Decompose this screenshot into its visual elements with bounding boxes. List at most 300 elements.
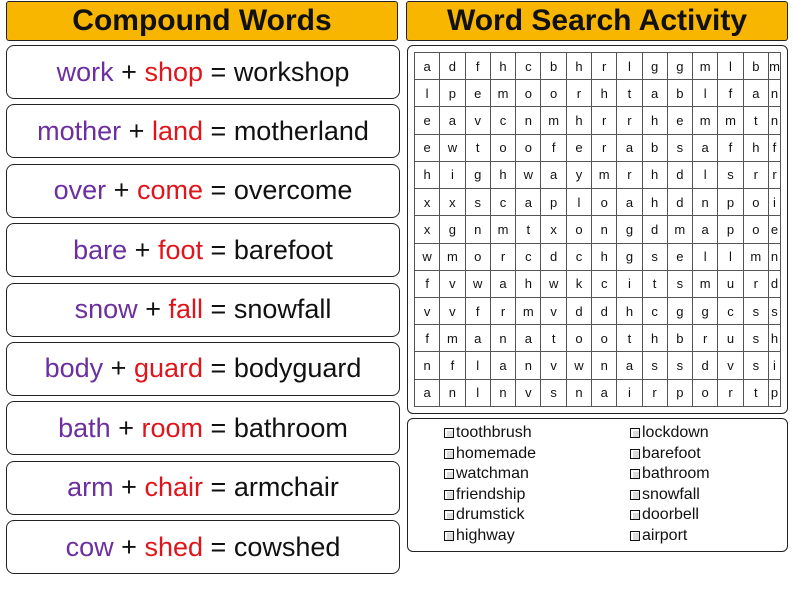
grid-row <box>415 53 781 80</box>
compound-first-word: snow <box>74 294 138 325</box>
checkbox-icon[interactable] <box>630 510 640 520</box>
grid-cell[interactable]: v <box>415 297 440 324</box>
equals-sign: = <box>210 531 227 562</box>
plus-sign: + <box>121 56 137 87</box>
compound-second-word: room <box>141 412 203 443</box>
compound-word-row <box>6 461 400 515</box>
grid-cell[interactable]: d <box>541 243 566 270</box>
compound-second-word: fall <box>168 294 203 325</box>
compound-result-word: cowshed <box>233 531 341 562</box>
grid-cell[interactable]: s <box>667 270 692 297</box>
checkbox-icon[interactable] <box>444 490 454 500</box>
grid-cell[interactable]: a <box>693 134 718 161</box>
grid-cell[interactable]: g <box>465 161 490 188</box>
grid-cell[interactable]: o <box>566 325 591 352</box>
grid-cell[interactable]: h <box>566 107 591 134</box>
compound-words-list <box>6 45 400 580</box>
grid-cell[interactable]: r <box>490 243 515 270</box>
word-list-item <box>444 444 536 465</box>
grid-cell[interactable]: i <box>617 379 642 406</box>
grid-cell[interactable]: n <box>415 352 440 379</box>
grid-cell[interactable]: v <box>541 297 566 324</box>
grid-cell[interactable]: o <box>743 216 768 243</box>
word-list-column-1 <box>444 423 536 546</box>
grid-cell[interactable]: h <box>642 161 667 188</box>
compound-second-word: guard <box>133 353 203 384</box>
checkbox-icon[interactable] <box>444 428 454 438</box>
grid-cell[interactable]: s <box>465 189 490 216</box>
grid-cell[interactable]: n <box>465 216 490 243</box>
grid-cell[interactable]: n <box>566 379 591 406</box>
grid-row <box>415 297 781 324</box>
grid-cell[interactable]: i <box>768 352 780 379</box>
grid-cell[interactable]: o <box>516 134 541 161</box>
grid-cell[interactable]: a <box>642 80 667 107</box>
equals-sign: = <box>210 56 227 87</box>
grid-cell[interactable]: r <box>743 161 768 188</box>
grid-cell[interactable]: v <box>516 379 541 406</box>
plus-sign: + <box>145 294 161 325</box>
grid-cell[interactable]: n <box>490 325 515 352</box>
grid-cell[interactable]: x <box>440 189 465 216</box>
grid-cell[interactable]: l <box>465 379 490 406</box>
word-list-item <box>630 505 710 526</box>
grid-cell[interactable]: r <box>642 379 667 406</box>
compound-word-row <box>6 520 400 574</box>
grid-cell[interactable]: x <box>541 216 566 243</box>
grid-cell[interactable]: d <box>566 297 591 324</box>
grid-cell[interactable]: d <box>592 297 617 324</box>
grid-cell[interactable]: w <box>541 270 566 297</box>
grid-cell[interactable]: m <box>440 243 465 270</box>
word-list-label: watchman <box>456 465 529 483</box>
grid-cell[interactable]: w <box>516 161 541 188</box>
grid-cell[interactable]: f <box>465 53 490 80</box>
grid-cell[interactable]: a <box>541 161 566 188</box>
word-list-label: airport <box>642 526 688 544</box>
grid-cell[interactable]: t <box>743 379 768 406</box>
checkbox-icon[interactable] <box>630 449 640 459</box>
compound-second-word: chair <box>144 472 203 503</box>
grid-cell[interactable]: r <box>718 379 743 406</box>
grid-cell[interactable]: x <box>415 189 440 216</box>
grid-cell[interactable]: m <box>490 80 515 107</box>
grid-cell[interactable]: p <box>440 80 465 107</box>
grid-cell[interactable]: c <box>516 53 541 80</box>
grid-cell[interactable]: a <box>490 352 515 379</box>
grid-cell[interactable]: e <box>667 107 692 134</box>
grid-cell[interactable]: r <box>592 134 617 161</box>
grid-cell[interactable]: g <box>617 216 642 243</box>
grid-cell[interactable]: i <box>440 161 465 188</box>
grid-cell[interactable]: u <box>718 325 743 352</box>
grid-cell[interactable]: f <box>415 325 440 352</box>
grid-cell[interactable]: a <box>743 80 768 107</box>
compound-second-word: land <box>151 115 203 146</box>
grid-cell[interactable]: r <box>768 161 780 188</box>
grid-cell[interactable]: m <box>693 53 718 80</box>
grid-cell[interactable]: c <box>516 243 541 270</box>
grid-cell[interactable]: o <box>516 80 541 107</box>
grid-cell[interactable]: e <box>566 134 591 161</box>
grid-cell[interactable]: o <box>490 134 515 161</box>
compound-second-word: come <box>136 175 203 206</box>
word-list-label: snowfall <box>642 485 700 503</box>
grid-cell[interactable]: l <box>718 243 743 270</box>
compound-second-word: foot <box>157 234 203 265</box>
grid-row <box>415 216 781 243</box>
word-list-item <box>444 485 536 506</box>
grid-cell[interactable]: t <box>617 80 642 107</box>
grid-cell[interactable]: a <box>465 325 490 352</box>
grid-cell[interactable]: h <box>566 53 591 80</box>
grid-cell[interactable]: n <box>440 379 465 406</box>
grid-cell[interactable]: v <box>541 352 566 379</box>
equals-sign: = <box>210 353 227 384</box>
compound-result-word: barefoot <box>233 234 333 265</box>
grid-cell[interactable]: o <box>465 243 490 270</box>
word-search-title: Word Search Activity <box>406 1 788 41</box>
grid-cell[interactable]: e <box>415 134 440 161</box>
grid-cell[interactable]: y <box>566 161 591 188</box>
compound-first-word: bare <box>73 234 128 265</box>
grid-cell[interactable]: l <box>465 352 490 379</box>
grid-cell[interactable]: n <box>768 107 780 134</box>
grid-cell[interactable]: m <box>490 216 515 243</box>
grid-cell[interactable]: r <box>617 107 642 134</box>
word-list-label: toothbrush <box>456 424 532 442</box>
grid-cell[interactable]: h <box>592 243 617 270</box>
compound-result-word: armchair <box>233 472 339 503</box>
grid-cell[interactable]: g <box>693 297 718 324</box>
grid-cell[interactable]: a <box>415 53 440 80</box>
grid-cell[interactable]: t <box>541 325 566 352</box>
grid-cell[interactable]: o <box>693 379 718 406</box>
grid-cell[interactable]: o <box>541 80 566 107</box>
grid-cell[interactable]: f <box>768 134 780 161</box>
grid-cell[interactable]: b <box>541 53 566 80</box>
grid-cell[interactable]: m <box>667 216 692 243</box>
checkbox-icon[interactable] <box>630 490 640 500</box>
checkbox-icon[interactable] <box>444 510 454 520</box>
grid-cell[interactable]: o <box>592 189 617 216</box>
grid-cell[interactable]: l <box>693 80 718 107</box>
grid-cell[interactable]: h <box>642 107 667 134</box>
grid-cell[interactable]: m <box>768 53 780 80</box>
grid-cell[interactable]: v <box>718 352 743 379</box>
compound-word-row <box>6 342 400 396</box>
grid-cell[interactable]: t <box>516 216 541 243</box>
grid-cell[interactable]: a <box>617 189 642 216</box>
grid-cell[interactable]: c <box>592 270 617 297</box>
grid-cell[interactable]: h <box>415 161 440 188</box>
grid-cell[interactable]: l <box>415 80 440 107</box>
grid-cell[interactable]: h <box>768 325 780 352</box>
grid-cell[interactable]: s <box>718 161 743 188</box>
compound-word-row <box>6 401 400 455</box>
grid-cell[interactable]: p <box>718 189 743 216</box>
grid-cell[interactable]: p <box>768 379 780 406</box>
grid-cell[interactable]: b <box>743 53 768 80</box>
grid-cell[interactable]: f <box>465 297 490 324</box>
equals-sign: = <box>210 412 227 443</box>
grid-cell[interactable]: m <box>693 107 718 134</box>
compound-word-row <box>6 164 400 218</box>
grid-cell[interactable]: m <box>516 297 541 324</box>
grid-cell[interactable]: m <box>592 161 617 188</box>
compound-result-word: bathroom <box>233 412 348 443</box>
word-search-grid-box <box>407 45 788 414</box>
grid-cell[interactable]: h <box>642 325 667 352</box>
grid-cell[interactable]: c <box>490 189 515 216</box>
grid-cell[interactable]: f <box>415 270 440 297</box>
grid-cell[interactable]: v <box>465 107 490 134</box>
plus-sign: + <box>118 412 134 443</box>
grid-cell[interactable]: w <box>566 352 591 379</box>
grid-cell[interactable]: r <box>592 53 617 80</box>
grid-cell[interactable]: s <box>667 352 692 379</box>
grid-cell[interactable]: g <box>667 53 692 80</box>
grid-cell[interactable]: s <box>541 379 566 406</box>
compound-word-row <box>6 223 400 277</box>
grid-cell[interactable]: d <box>642 216 667 243</box>
grid-cell[interactable]: n <box>768 80 780 107</box>
word-list-item <box>630 423 710 444</box>
grid-cell[interactable]: w <box>465 270 490 297</box>
grid-cell[interactable]: n <box>768 243 780 270</box>
grid-cell[interactable]: l <box>718 53 743 80</box>
grid-cell[interactable]: p <box>667 379 692 406</box>
grid-cell[interactable]: r <box>693 325 718 352</box>
grid-cell[interactable]: m <box>718 107 743 134</box>
grid-cell[interactable]: a <box>415 379 440 406</box>
grid-cell[interactable]: f <box>440 352 465 379</box>
grid-cell[interactable]: b <box>642 134 667 161</box>
checkbox-icon[interactable] <box>630 469 640 479</box>
grid-cell[interactable]: w <box>440 134 465 161</box>
grid-cell[interactable]: x <box>415 216 440 243</box>
grid-cell[interactable]: n <box>592 216 617 243</box>
grid-cell[interactable]: f <box>718 80 743 107</box>
grid-cell[interactable]: a <box>490 270 515 297</box>
grid-cell[interactable]: d <box>440 53 465 80</box>
grid-cell[interactable]: r <box>566 80 591 107</box>
plus-sign: + <box>121 531 137 562</box>
grid-cell[interactable]: g <box>440 216 465 243</box>
grid-cell[interactable]: l <box>617 53 642 80</box>
compound-first-word: over <box>53 175 107 206</box>
word-list-item <box>630 444 710 465</box>
grid-cell[interactable]: s <box>768 297 780 324</box>
grid-cell[interactable]: a <box>516 189 541 216</box>
word-list-label: homemade <box>456 444 537 462</box>
grid-cell[interactable]: a <box>440 107 465 134</box>
grid-row <box>415 80 781 107</box>
compound-second-word: shed <box>144 531 203 562</box>
grid-cell[interactable]: g <box>667 297 692 324</box>
grid-cell[interactable]: a <box>693 216 718 243</box>
grid-cell[interactable]: i <box>617 270 642 297</box>
grid-cell[interactable]: n <box>693 189 718 216</box>
word-list-label: doorbell <box>642 506 699 524</box>
grid-cell[interactable]: r <box>592 107 617 134</box>
grid-cell[interactable]: o <box>566 216 591 243</box>
grid-cell[interactable]: d <box>768 270 780 297</box>
compound-result-word: bodyguard <box>233 353 362 384</box>
grid-cell[interactable]: m <box>440 325 465 352</box>
equals-sign: = <box>210 175 227 206</box>
grid-cell[interactable]: h <box>592 80 617 107</box>
grid-cell[interactable]: a <box>516 325 541 352</box>
word-list-item <box>444 526 536 547</box>
grid-cell[interactable]: a <box>617 134 642 161</box>
grid-cell[interactable]: s <box>743 325 768 352</box>
grid-cell[interactable]: f <box>718 134 743 161</box>
grid-cell[interactable]: a <box>592 379 617 406</box>
equals-sign: = <box>210 115 227 146</box>
equals-sign: = <box>210 294 227 325</box>
grid-cell[interactable]: d <box>667 189 692 216</box>
grid-cell[interactable]: o <box>592 325 617 352</box>
grid-row <box>415 352 781 379</box>
compound-word-row <box>6 283 400 337</box>
grid-row <box>415 134 781 161</box>
compound-result-word: motherland <box>233 115 369 146</box>
compound-first-word: bath <box>58 412 111 443</box>
grid-cell[interactable]: b <box>667 80 692 107</box>
word-list-label: highway <box>456 526 515 544</box>
checkbox-icon[interactable] <box>630 531 640 541</box>
grid-cell[interactable]: m <box>693 270 718 297</box>
word-list-column-2 <box>630 423 710 546</box>
grid-cell[interactable]: g <box>642 53 667 80</box>
compound-words-title: Compound Words <box>6 1 398 41</box>
word-list-item <box>444 464 536 485</box>
grid-cell[interactable]: s <box>642 243 667 270</box>
grid-cell[interactable]: a <box>617 352 642 379</box>
grid-cell[interactable]: h <box>490 161 515 188</box>
plus-sign: + <box>110 353 127 384</box>
checkbox-icon[interactable] <box>630 428 640 438</box>
grid-row <box>415 189 781 216</box>
grid-cell[interactable]: n <box>516 352 541 379</box>
grid-cell[interactable]: b <box>667 325 692 352</box>
grid-cell[interactable]: l <box>693 243 718 270</box>
grid-cell[interactable]: t <box>642 270 667 297</box>
grid-cell[interactable]: n <box>490 379 515 406</box>
word-list-label: lockdown <box>642 424 709 442</box>
grid-cell[interactable]: c <box>718 297 743 324</box>
grid-cell[interactable]: m <box>541 107 566 134</box>
grid-cell[interactable]: c <box>490 107 515 134</box>
word-list-label: friendship <box>456 485 526 503</box>
grid-cell[interactable]: i <box>768 189 780 216</box>
compound-first-word: arm <box>67 472 114 503</box>
grid-cell[interactable]: t <box>743 107 768 134</box>
grid-cell[interactable]: w <box>415 243 440 270</box>
compound-word-row <box>6 104 400 158</box>
grid-row <box>415 379 781 406</box>
grid-cell[interactable]: m <box>743 243 768 270</box>
grid-cell[interactable]: v <box>440 297 465 324</box>
grid-cell[interactable]: d <box>693 352 718 379</box>
compound-first-word: mother <box>37 115 122 146</box>
grid-cell[interactable]: g <box>617 243 642 270</box>
grid-cell[interactable]: s <box>743 352 768 379</box>
grid-cell[interactable]: h <box>490 53 515 80</box>
word-list-item <box>630 526 710 547</box>
grid-cell[interactable]: k <box>566 270 591 297</box>
grid-cell[interactable]: o <box>743 189 768 216</box>
word-list-item <box>444 423 536 444</box>
plus-sign: + <box>121 472 137 503</box>
grid-row <box>415 243 781 270</box>
grid-cell[interactable]: e <box>465 80 490 107</box>
checkbox-icon[interactable] <box>444 531 454 541</box>
compound-result-word: overcome <box>233 175 353 206</box>
checkbox-icon[interactable] <box>444 449 454 459</box>
grid-cell[interactable]: p <box>541 189 566 216</box>
grid-cell[interactable]: l <box>566 189 591 216</box>
grid-cell[interactable]: l <box>693 161 718 188</box>
word-list-item <box>444 505 536 526</box>
grid-cell[interactable]: e <box>768 216 780 243</box>
grid-cell[interactable]: s <box>667 134 692 161</box>
grid-cell[interactable]: r <box>490 297 515 324</box>
word-list-item <box>630 485 710 506</box>
grid-row <box>415 270 781 297</box>
grid-cell[interactable]: p <box>718 216 743 243</box>
grid-cell[interactable]: r <box>743 270 768 297</box>
compound-first-word: cow <box>65 531 114 562</box>
grid-row <box>415 107 781 134</box>
grid-row <box>415 325 781 352</box>
grid-cell[interactable]: h <box>516 270 541 297</box>
grid-cell[interactable]: h <box>642 189 667 216</box>
grid-cell[interactable]: h <box>617 297 642 324</box>
grid-cell[interactable]: n <box>516 107 541 134</box>
plus-sign: + <box>113 175 130 206</box>
word-list-label: barefoot <box>642 444 701 462</box>
grid-cell[interactable]: s <box>743 297 768 324</box>
equals-sign: = <box>210 234 227 265</box>
grid-cell[interactable]: u <box>718 270 743 297</box>
compound-second-word: shop <box>144 56 203 87</box>
grid-cell[interactable]: s <box>642 352 667 379</box>
grid-cell[interactable]: t <box>465 134 490 161</box>
plus-sign: + <box>128 115 145 146</box>
compound-first-word: body <box>44 353 104 384</box>
compound-result-word: workshop <box>233 56 350 87</box>
grid-cell[interactable]: c <box>642 297 667 324</box>
compound-result-word: snowfall <box>233 294 332 325</box>
grid-cell[interactable]: r <box>617 161 642 188</box>
equals-sign: = <box>210 472 227 503</box>
word-search-grid <box>414 52 781 407</box>
word-list-label: bathroom <box>642 465 710 483</box>
grid-cell[interactable]: f <box>541 134 566 161</box>
grid-cell[interactable]: d <box>667 161 692 188</box>
grid-cell[interactable]: n <box>592 352 617 379</box>
grid-cell[interactable]: e <box>667 243 692 270</box>
compound-word-row <box>6 45 400 99</box>
grid-cell[interactable]: c <box>566 243 591 270</box>
checkbox-icon[interactable] <box>444 469 454 479</box>
grid-cell[interactable]: v <box>440 270 465 297</box>
grid-cell[interactable]: e <box>415 107 440 134</box>
grid-cell[interactable]: t <box>617 325 642 352</box>
grid-cell[interactable]: h <box>743 134 768 161</box>
